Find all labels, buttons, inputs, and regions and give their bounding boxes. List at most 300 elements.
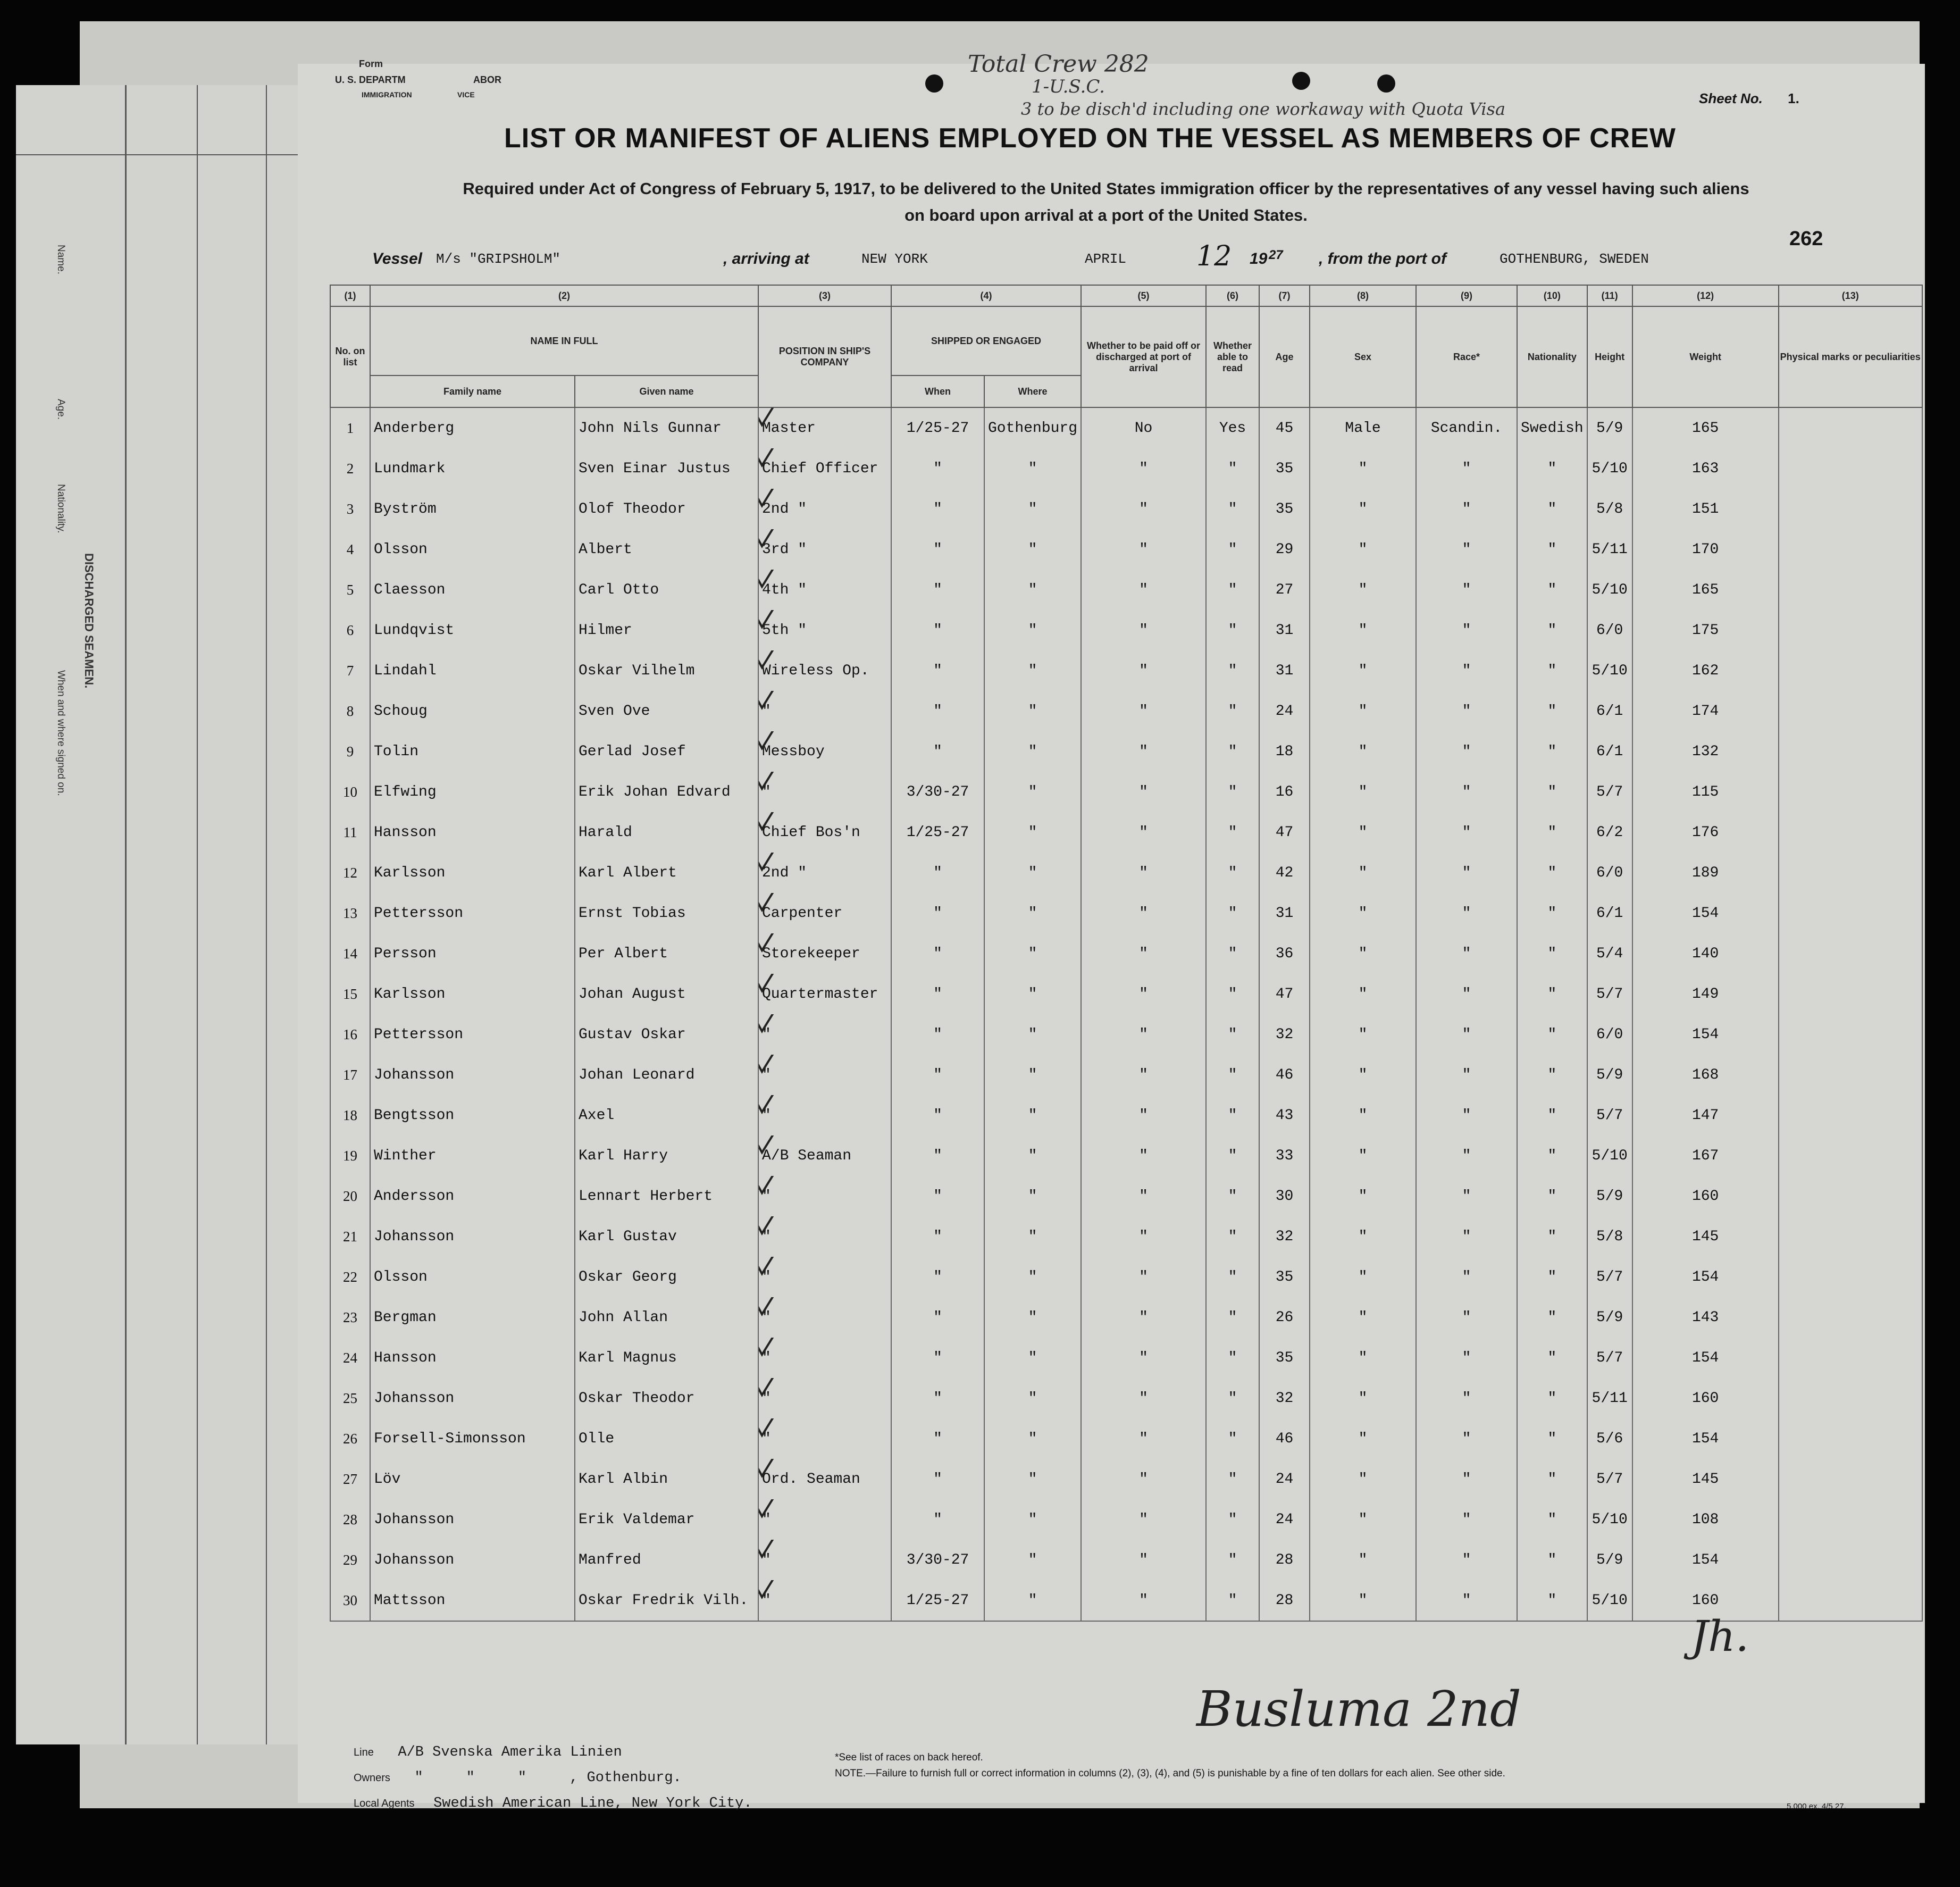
age-cell: 45 bbox=[1259, 407, 1310, 448]
handwritten-signature: Busluma 2nd bbox=[1196, 1681, 1521, 1738]
row-number-cell: 17 bbox=[330, 1055, 370, 1095]
sex-cell: " bbox=[1310, 1135, 1416, 1176]
shipped-where-cell: " bbox=[984, 1055, 1081, 1095]
race-cell: " bbox=[1416, 489, 1517, 529]
row-number-cell: 6 bbox=[330, 610, 370, 650]
physical-marks-cell bbox=[1779, 1378, 1922, 1418]
age-cell: 31 bbox=[1259, 610, 1310, 650]
weight-cell: 168 bbox=[1632, 1055, 1779, 1095]
arrival-month: APRIL bbox=[1085, 251, 1127, 267]
given-name-cell: Karl Albin bbox=[575, 1459, 758, 1499]
weight-cell: 132 bbox=[1632, 731, 1779, 772]
race-cell: " bbox=[1416, 853, 1517, 893]
given-name-cell: Axel bbox=[575, 1095, 758, 1135]
given-name-cell: Karl Albert bbox=[575, 853, 758, 893]
shipped-where-cell: " bbox=[984, 933, 1081, 974]
physical-marks-cell bbox=[1779, 1499, 1922, 1540]
arrival-year: 27 bbox=[1269, 248, 1283, 262]
check-mark-icon bbox=[758, 1257, 785, 1278]
form-label: Form bbox=[359, 59, 383, 69]
paid-off-cell: " bbox=[1081, 853, 1206, 893]
position-cell: " bbox=[758, 1418, 891, 1459]
race-cell: " bbox=[1416, 650, 1517, 691]
shipped-when-cell: " bbox=[891, 1499, 984, 1540]
physical-marks-cell bbox=[1779, 1459, 1922, 1499]
sex-cell: " bbox=[1310, 570, 1416, 610]
height-cell: 6/1 bbox=[1587, 731, 1632, 772]
position-cell: " bbox=[758, 1257, 891, 1297]
position-cell: " bbox=[758, 772, 891, 812]
sex-cell: " bbox=[1310, 772, 1416, 812]
weight-cell: 160 bbox=[1632, 1176, 1779, 1216]
header-race: Race* bbox=[1416, 306, 1517, 407]
strip-divider bbox=[266, 85, 267, 1744]
shipped-where-cell: " bbox=[984, 1216, 1081, 1257]
shipped-when-cell: " bbox=[891, 691, 984, 731]
col-num: (6) bbox=[1206, 285, 1259, 306]
height-cell: 5/10 bbox=[1587, 570, 1632, 610]
weight-cell: 154 bbox=[1632, 1257, 1779, 1297]
race-cell: " bbox=[1416, 893, 1517, 933]
strip-divider bbox=[197, 85, 198, 1744]
family-name-cell: Forsell-Simonsson bbox=[370, 1418, 575, 1459]
height-cell: 6/1 bbox=[1587, 893, 1632, 933]
height-cell: 6/2 bbox=[1587, 812, 1632, 853]
arriving-label: , arriving at bbox=[723, 250, 809, 268]
given-name-cell: John Allan bbox=[575, 1297, 758, 1338]
shipped-where-cell: " bbox=[984, 1176, 1081, 1216]
nationality-cell: " bbox=[1517, 448, 1587, 489]
able-to-read-cell: " bbox=[1206, 1297, 1259, 1338]
physical-marks-cell bbox=[1779, 529, 1922, 570]
check-mark-icon bbox=[758, 893, 785, 914]
col-num: (10) bbox=[1517, 285, 1587, 306]
shipped-when-cell: " bbox=[891, 610, 984, 650]
row-number-cell: 19 bbox=[330, 1135, 370, 1176]
able-to-read-cell: " bbox=[1206, 893, 1259, 933]
shipped-when-cell: 3/30-27 bbox=[891, 1540, 984, 1580]
shipped-where-cell: " bbox=[984, 1378, 1081, 1418]
nationality-cell: " bbox=[1517, 1014, 1587, 1055]
height-cell: 5/10 bbox=[1587, 1135, 1632, 1176]
given-name-cell: Per Albert bbox=[575, 933, 758, 974]
weight-cell: 163 bbox=[1632, 448, 1779, 489]
race-cell: " bbox=[1416, 610, 1517, 650]
physical-marks-cell bbox=[1779, 489, 1922, 529]
able-to-read-cell: " bbox=[1206, 1378, 1259, 1418]
sex-cell: " bbox=[1310, 448, 1416, 489]
shipped-where-cell: " bbox=[984, 853, 1081, 893]
table-row bbox=[330, 1378, 1922, 1418]
paid-off-cell: " bbox=[1081, 812, 1206, 853]
position-cell: Ord. Seaman bbox=[758, 1459, 891, 1499]
row-number-cell: 1 bbox=[330, 407, 370, 448]
weight-cell: 170 bbox=[1632, 529, 1779, 570]
race-cell: " bbox=[1416, 1297, 1517, 1338]
check-mark-icon bbox=[758, 1135, 785, 1157]
race-cell: " bbox=[1416, 448, 1517, 489]
shipped-where-cell: " bbox=[984, 1580, 1081, 1621]
position-cell: Master bbox=[758, 407, 891, 448]
height-cell: 5/7 bbox=[1587, 974, 1632, 1014]
table-row bbox=[330, 1459, 1922, 1499]
sex-cell: " bbox=[1310, 1055, 1416, 1095]
weight-cell: 143 bbox=[1632, 1297, 1779, 1338]
line-row bbox=[354, 1744, 622, 1760]
col-num: (9) bbox=[1416, 285, 1517, 306]
able-to-read-cell: " bbox=[1206, 489, 1259, 529]
paid-off-cell: " bbox=[1081, 1216, 1206, 1257]
given-name-cell: Johan August bbox=[575, 974, 758, 1014]
owners-value: " " " , Gothenburg. bbox=[414, 1770, 682, 1786]
physical-marks-cell bbox=[1779, 1095, 1922, 1135]
weight-cell: 189 bbox=[1632, 853, 1779, 893]
table-row bbox=[330, 812, 1922, 853]
physical-marks-cell bbox=[1779, 812, 1922, 853]
table-row bbox=[330, 893, 1922, 933]
physical-marks-cell bbox=[1779, 407, 1922, 448]
able-to-read-cell: " bbox=[1206, 812, 1259, 853]
able-to-read-cell: " bbox=[1206, 691, 1259, 731]
nationality-cell: " bbox=[1517, 489, 1587, 529]
given-name-cell: Karl Gustav bbox=[575, 1216, 758, 1257]
position-cell: Wireless Op. bbox=[758, 650, 891, 691]
paid-off-cell: " bbox=[1081, 1257, 1206, 1297]
row-number-cell: 7 bbox=[330, 650, 370, 691]
nationality-cell: " bbox=[1517, 1499, 1587, 1540]
position-cell: " bbox=[758, 1378, 891, 1418]
sex-cell: " bbox=[1310, 893, 1416, 933]
nationality-cell: " bbox=[1517, 1055, 1587, 1095]
check-mark-icon bbox=[758, 610, 785, 631]
strip-rule bbox=[16, 154, 298, 155]
able-to-read-cell: " bbox=[1206, 1135, 1259, 1176]
family-name-cell: Pettersson bbox=[370, 893, 575, 933]
crew-rows bbox=[330, 407, 1922, 1621]
position-cell: A/B Seaman bbox=[758, 1135, 891, 1176]
table-row bbox=[330, 691, 1922, 731]
height-cell: 5/10 bbox=[1587, 448, 1632, 489]
shipped-when-cell: " bbox=[891, 529, 984, 570]
check-mark-icon bbox=[758, 731, 785, 753]
weight-cell: 154 bbox=[1632, 1014, 1779, 1055]
col-num: (12) bbox=[1632, 285, 1779, 306]
col-num: (8) bbox=[1310, 285, 1416, 306]
shipped-when-cell: " bbox=[891, 1055, 984, 1095]
strip-label-age: Age. bbox=[55, 399, 66, 420]
row-number-cell: 20 bbox=[330, 1176, 370, 1216]
nationality-cell: " bbox=[1517, 1580, 1587, 1621]
position-cell: 3rd " bbox=[758, 529, 891, 570]
position-cell: " bbox=[758, 1297, 891, 1338]
table-row bbox=[330, 570, 1922, 610]
strip-divider bbox=[125, 85, 127, 1744]
weight-cell: 162 bbox=[1632, 650, 1779, 691]
footnote-races: *See list of races on back hereof. bbox=[835, 1752, 983, 1763]
row-number-cell: 9 bbox=[330, 731, 370, 772]
shipped-where-cell: " bbox=[984, 570, 1081, 610]
able-to-read-cell: " bbox=[1206, 1338, 1259, 1378]
shipped-when-cell: " bbox=[891, 448, 984, 489]
shipped-where-cell: " bbox=[984, 610, 1081, 650]
sex-cell: " bbox=[1310, 489, 1416, 529]
position-cell: 4th " bbox=[758, 570, 891, 610]
row-number-cell: 14 bbox=[330, 933, 370, 974]
weight-cell: 176 bbox=[1632, 812, 1779, 853]
header-able-to-read: Whether able to read bbox=[1206, 306, 1259, 407]
race-cell: " bbox=[1416, 1540, 1517, 1580]
strip-label-signed-on: When and where signed on. bbox=[55, 670, 66, 796]
header-position: POSITION IN SHIP'S COMPANY bbox=[758, 306, 891, 407]
sex-cell: " bbox=[1310, 933, 1416, 974]
shipped-when-cell: " bbox=[891, 1095, 984, 1135]
family-name-cell: Claesson bbox=[370, 570, 575, 610]
race-cell: " bbox=[1416, 1418, 1517, 1459]
shipped-where-cell: Gothenburg bbox=[984, 407, 1081, 448]
line-label: Line bbox=[354, 1747, 374, 1758]
year-prefix: 19 bbox=[1250, 250, 1268, 268]
nationality-cell: " bbox=[1517, 570, 1587, 610]
able-to-read-cell: " bbox=[1206, 1055, 1259, 1095]
family-name-cell: Johansson bbox=[370, 1499, 575, 1540]
row-number-cell: 15 bbox=[330, 974, 370, 1014]
paid-off-cell: " bbox=[1081, 1014, 1206, 1055]
shipped-when-cell: " bbox=[891, 974, 984, 1014]
family-name-cell: Bergman bbox=[370, 1297, 575, 1338]
physical-marks-cell bbox=[1779, 1580, 1922, 1621]
header-paid-off: Whether to be paid off or discharged at port of arrival bbox=[1081, 306, 1206, 407]
row-number-cell: 3 bbox=[330, 489, 370, 529]
given-name-cell: Oskar Fredrik Vilh. bbox=[575, 1580, 758, 1621]
height-cell: 5/11 bbox=[1587, 529, 1632, 570]
nationality-cell: " bbox=[1517, 1135, 1587, 1176]
height-cell: 5/11 bbox=[1587, 1378, 1632, 1418]
col-num: (13) bbox=[1779, 285, 1922, 306]
height-cell: 5/9 bbox=[1587, 1055, 1632, 1095]
header-name-in-full: NAME IN FULL bbox=[370, 306, 758, 375]
paid-off-cell: " bbox=[1081, 1135, 1206, 1176]
strip-label-nationality: Nationality. bbox=[55, 484, 66, 533]
sex-cell: " bbox=[1310, 1418, 1416, 1459]
given-name-cell: Oskar Vilhelm bbox=[575, 650, 758, 691]
weight-cell: 154 bbox=[1632, 1338, 1779, 1378]
age-cell: 32 bbox=[1259, 1014, 1310, 1055]
paid-off-cell: " bbox=[1081, 772, 1206, 812]
race-cell: " bbox=[1416, 1095, 1517, 1135]
weight-cell: 115 bbox=[1632, 772, 1779, 812]
physical-marks-cell bbox=[1779, 974, 1922, 1014]
shipped-where-cell: " bbox=[984, 974, 1081, 1014]
shipped-where-cell: " bbox=[984, 731, 1081, 772]
row-number-cell: 29 bbox=[330, 1540, 370, 1580]
physical-marks-cell bbox=[1779, 448, 1922, 489]
family-name-cell: Mattsson bbox=[370, 1580, 575, 1621]
shipped-where-cell: " bbox=[984, 650, 1081, 691]
check-mark-icon bbox=[758, 1418, 785, 1440]
age-cell: 31 bbox=[1259, 893, 1310, 933]
sex-cell: Male bbox=[1310, 407, 1416, 448]
position-cell: Chief Officer bbox=[758, 448, 891, 489]
row-number-cell: 27 bbox=[330, 1459, 370, 1499]
handwritten-note-line-3: 3 to be disch'd including one workaway with Quota Visa bbox=[1021, 99, 1506, 119]
able-to-read-cell: " bbox=[1206, 650, 1259, 691]
sex-cell: " bbox=[1310, 974, 1416, 1014]
nationality-cell: " bbox=[1517, 1338, 1587, 1378]
nationality-cell: " bbox=[1517, 691, 1587, 731]
table-row bbox=[330, 853, 1922, 893]
race-cell: " bbox=[1416, 691, 1517, 731]
header-age: Age bbox=[1259, 306, 1310, 407]
table-row bbox=[330, 407, 1922, 448]
age-cell: 24 bbox=[1259, 691, 1310, 731]
family-name-cell: Anderberg bbox=[370, 407, 575, 448]
handwritten-crew-note bbox=[947, 53, 1505, 120]
header-weight: Weight bbox=[1632, 306, 1779, 407]
race-cell: " bbox=[1416, 1176, 1517, 1216]
race-cell: " bbox=[1416, 570, 1517, 610]
nationality-cell: " bbox=[1517, 1297, 1587, 1338]
shipped-where-cell: " bbox=[984, 1095, 1081, 1135]
nationality-cell: " bbox=[1517, 610, 1587, 650]
paid-off-cell: " bbox=[1081, 1297, 1206, 1338]
check-mark-icon bbox=[758, 1580, 785, 1601]
shipped-where-cell: " bbox=[984, 1297, 1081, 1338]
row-number-cell: 24 bbox=[330, 1338, 370, 1378]
position-cell: 2nd " bbox=[758, 489, 891, 529]
crew-table bbox=[330, 285, 1923, 1622]
given-name-cell: Carl Otto bbox=[575, 570, 758, 610]
family-name-cell: Hansson bbox=[370, 812, 575, 853]
shipped-where-cell: " bbox=[984, 1540, 1081, 1580]
shipped-when-cell: 1/25-27 bbox=[891, 1580, 984, 1621]
shipped-where-cell: " bbox=[984, 448, 1081, 489]
weight-cell: 149 bbox=[1632, 974, 1779, 1014]
position-cell: " bbox=[758, 1540, 891, 1580]
able-to-read-cell: Yes bbox=[1206, 407, 1259, 448]
weight-cell: 154 bbox=[1632, 1540, 1779, 1580]
row-number-cell: 8 bbox=[330, 691, 370, 731]
age-cell: 42 bbox=[1259, 853, 1310, 893]
document-title: LIST OR MANIFEST OF ALIENS EMPLOYED ON THE VESSEL AS MEMBERS OF CREW bbox=[504, 123, 1676, 154]
position-cell: 5th " bbox=[758, 610, 891, 650]
age-cell: 47 bbox=[1259, 812, 1310, 853]
nationality-cell: " bbox=[1517, 1459, 1587, 1499]
family-name-cell: Schoug bbox=[370, 691, 575, 731]
sex-cell: " bbox=[1310, 1499, 1416, 1540]
check-mark-icon bbox=[758, 812, 785, 833]
header-height: Height bbox=[1587, 306, 1632, 407]
position-cell: " bbox=[758, 1055, 891, 1095]
agents-value: Swedish American Line, New York City. bbox=[433, 1796, 752, 1811]
shipped-where-cell: " bbox=[984, 1135, 1081, 1176]
table-row bbox=[330, 448, 1922, 489]
physical-marks-cell bbox=[1779, 1338, 1922, 1378]
table-row bbox=[330, 489, 1922, 529]
owners-label: Owners bbox=[354, 1772, 390, 1784]
weight-cell: 147 bbox=[1632, 1095, 1779, 1135]
check-mark-icon bbox=[758, 772, 785, 793]
sex-cell: " bbox=[1310, 1216, 1416, 1257]
weight-cell: 175 bbox=[1632, 610, 1779, 650]
row-number-cell: 4 bbox=[330, 529, 370, 570]
row-number-cell: 5 bbox=[330, 570, 370, 610]
weight-cell: 160 bbox=[1632, 1378, 1779, 1418]
position-cell: " bbox=[758, 1095, 891, 1135]
check-mark-icon bbox=[758, 650, 785, 672]
given-name-cell: Lennart Herbert bbox=[575, 1176, 758, 1216]
shipped-when-cell: " bbox=[891, 1014, 984, 1055]
nationality-cell: " bbox=[1517, 1216, 1587, 1257]
able-to-read-cell: " bbox=[1206, 570, 1259, 610]
paid-off-cell: " bbox=[1081, 1418, 1206, 1459]
paid-off-cell: " bbox=[1081, 1459, 1206, 1499]
shipped-where-cell: " bbox=[984, 772, 1081, 812]
nationality-cell: " bbox=[1517, 933, 1587, 974]
position-cell: " bbox=[758, 691, 891, 731]
header-where: Where bbox=[984, 375, 1081, 407]
position-cell: Messboy bbox=[758, 731, 891, 772]
position-cell: Chief Bos'n bbox=[758, 812, 891, 853]
age-cell: 24 bbox=[1259, 1499, 1310, 1540]
row-number-cell: 13 bbox=[330, 893, 370, 933]
sex-cell: " bbox=[1310, 1378, 1416, 1418]
from-port: GOTHENBURG, SWEDEN bbox=[1500, 251, 1649, 267]
header-sex: Sex bbox=[1310, 306, 1416, 407]
col-num: (4) bbox=[891, 285, 1081, 306]
family-name-cell: Tolin bbox=[370, 731, 575, 772]
sex-cell: " bbox=[1310, 1580, 1416, 1621]
age-cell: 35 bbox=[1259, 1338, 1310, 1378]
family-name-cell: Lundqvist bbox=[370, 610, 575, 650]
shipped-when-cell: " bbox=[891, 1338, 984, 1378]
footnote bbox=[835, 1750, 1739, 1782]
check-mark-icon bbox=[758, 1014, 785, 1036]
sex-cell: " bbox=[1310, 1459, 1416, 1499]
subtitle-line-2: on board upon arrival at a port of the United States. bbox=[904, 206, 1308, 224]
age-cell: 18 bbox=[1259, 731, 1310, 772]
sex-cell: " bbox=[1310, 529, 1416, 570]
age-cell: 46 bbox=[1259, 1418, 1310, 1459]
given-name-cell: Karl Harry bbox=[575, 1135, 758, 1176]
weight-cell: 165 bbox=[1632, 407, 1779, 448]
age-cell: 35 bbox=[1259, 1257, 1310, 1297]
given-name-cell: Gerlad Josef bbox=[575, 731, 758, 772]
check-mark-icon bbox=[758, 570, 785, 591]
age-cell: 43 bbox=[1259, 1095, 1310, 1135]
age-cell: 16 bbox=[1259, 772, 1310, 812]
row-number-cell: 25 bbox=[330, 1378, 370, 1418]
paid-off-cell: " bbox=[1081, 974, 1206, 1014]
age-cell: 24 bbox=[1259, 1459, 1310, 1499]
sex-cell: " bbox=[1310, 812, 1416, 853]
position-cell: Storekeeper bbox=[758, 933, 891, 974]
paid-off-cell: " bbox=[1081, 1580, 1206, 1621]
physical-marks-cell bbox=[1779, 1297, 1922, 1338]
col-num: (11) bbox=[1587, 285, 1632, 306]
able-to-read-cell: " bbox=[1206, 853, 1259, 893]
weight-cell: 174 bbox=[1632, 691, 1779, 731]
row-number-cell: 18 bbox=[330, 1095, 370, 1135]
check-mark-icon bbox=[758, 691, 785, 712]
footnote-note: NOTE.—Failure to furnish full or correct information in columns (2), (3), (4), and (5) is punishable by a fine of ten dollars for each alien. See other side. bbox=[835, 1768, 1505, 1779]
race-cell: " bbox=[1416, 1014, 1517, 1055]
race-cell: " bbox=[1416, 529, 1517, 570]
shipped-where-cell: " bbox=[984, 1257, 1081, 1297]
shipped-when-cell: " bbox=[891, 489, 984, 529]
age-cell: 35 bbox=[1259, 489, 1310, 529]
shipped-when-cell: " bbox=[891, 1176, 984, 1216]
position-cell: Carpenter bbox=[758, 893, 891, 933]
